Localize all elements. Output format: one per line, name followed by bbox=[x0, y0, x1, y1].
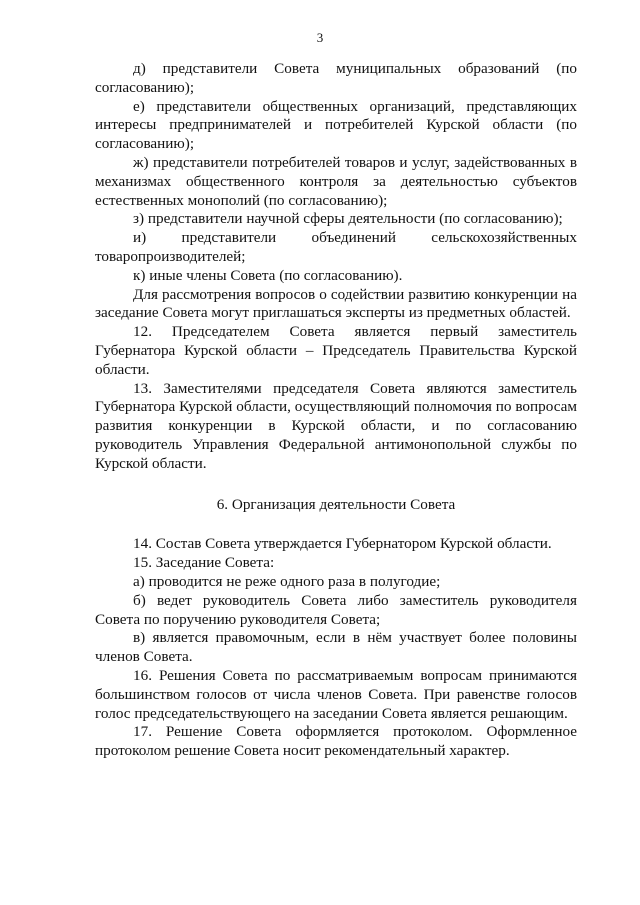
paragraph-15a: а) проводится не реже одного раза в полугодие; bbox=[133, 572, 441, 590]
paragraph-e: е) представители общественных организаций, представляющих интересы предпринимателей и потребителей Курской области (по согласованию); bbox=[95, 97, 577, 153]
section-heading: 6. Организация деятельности Совета bbox=[216, 495, 456, 513]
paragraph-15v: в) является правомочным, если в нём участвует более половины членов Совета. bbox=[95, 629, 577, 666]
paragraph-14: 14. Состав Совета утверждается Губернатором Курской области. bbox=[133, 535, 552, 553]
paragraph-k: к) иные члены Совета (по согласованию). bbox=[133, 266, 403, 284]
paragraph-15: 15. Заседание Совета: bbox=[133, 554, 275, 572]
paragraph-17: 17. Решение Совета оформляется протоколом. Оформленное протоколом решение Совета носит рекомендательный характер. bbox=[95, 723, 577, 760]
paragraph-experts: Для рассмотрения вопросов о содействии развитию конкуренции на заседание Совета могут приглашаться эксперты из предметных областей. bbox=[95, 285, 577, 322]
paragraph-16: 16. Решения Совета по рассматриваемым вопросам принимаются большинством голосов от числа членов Совета. При равенстве голосов голос председательствующего на заседании Совета является решающим. bbox=[95, 666, 577, 722]
paragraph-d: д) представители Совета муниципальных образований (по согласованию); bbox=[95, 60, 577, 96]
paragraph-zh: ж) представители потребителей товаров и услуг, задействованных в механизмах общественного контроля за деятельностью субъектов естественных монополий (по согласованию); bbox=[95, 153, 577, 209]
paragraph-13: 13. Заместителями председателя Совета являются заместитель Губернатора Курской области, осуществляющий полномочия по вопросам развития конкуренции в Курской области, и по согласованию руководитель Управления Федеральной антимонопольной службы по Курской области. bbox=[95, 379, 577, 472]
page-number: 3 bbox=[316, 30, 324, 45]
paragraph-15b: б) ведет руководитель Совета либо заместитель руководителя Совета по поручению руководителя Совета; bbox=[95, 591, 577, 628]
paragraph-z: з) представители научной сферы деятельности (по согласованию); bbox=[133, 210, 563, 228]
document-body bbox=[95, 60, 577, 761]
paragraph-12: 12. Председателем Совета является первый заместитель Губернатора Курской области – Председатель Правительства Курской области. bbox=[95, 323, 577, 378]
paragraph-i: и) представители объединений сельскохозяйственных товаропроизводителей; bbox=[95, 229, 577, 265]
